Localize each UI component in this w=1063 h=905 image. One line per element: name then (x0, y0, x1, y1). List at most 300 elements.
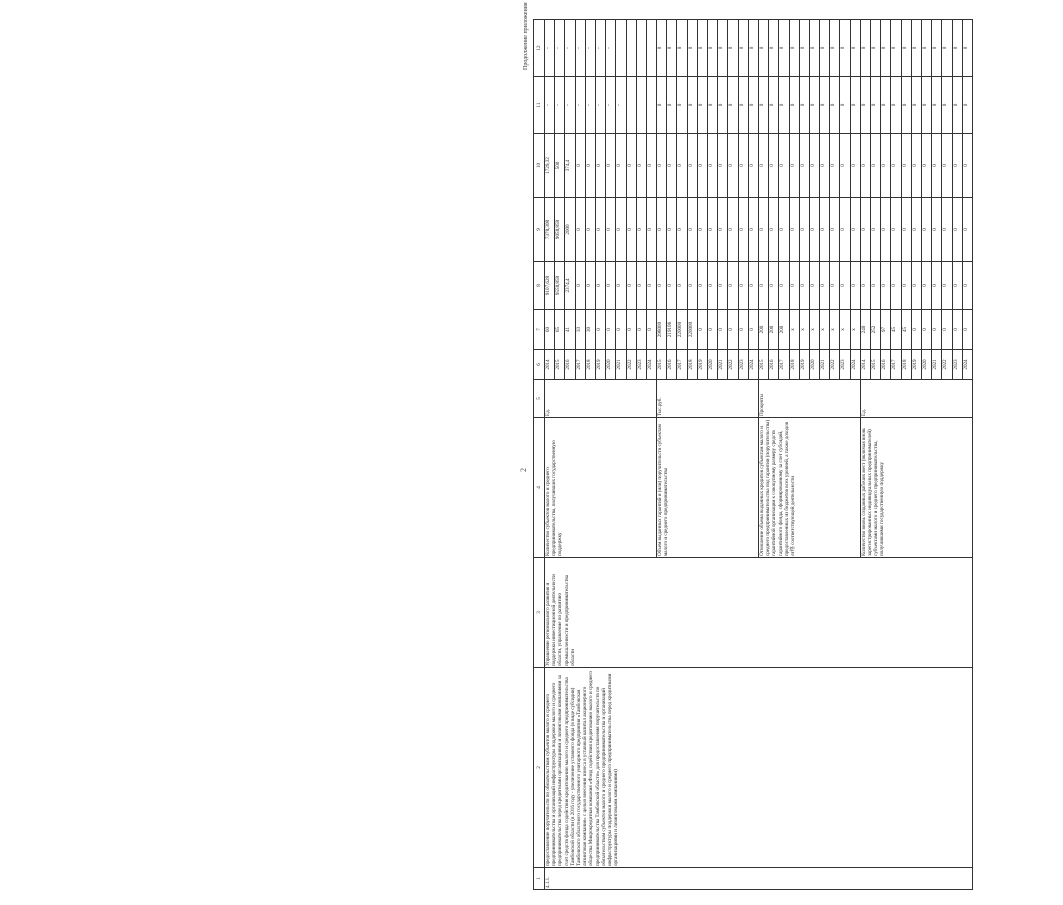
value-cell-9: 0 (809, 198, 819, 262)
value-cell-12: 0 (962, 20, 972, 77)
value-cell-9: 0 (769, 198, 779, 262)
value-cell-10: 0 (809, 134, 819, 198)
value-cell-8: 0 (962, 262, 972, 310)
value-cell-10: 0 (748, 134, 758, 198)
value-cell-10: 0 (942, 134, 952, 198)
year-cell: 2020 (606, 350, 616, 380)
value-cell-8: 0 (840, 262, 850, 310)
value-cell-10: 0 (911, 134, 921, 198)
value-cell-7: x (809, 310, 819, 350)
year-cell: 2023 (738, 350, 748, 380)
value-cell-8: 9558,858 (555, 262, 565, 310)
value-cell-8: 0 (585, 262, 595, 310)
value-cell-11 (636, 77, 646, 134)
value-cell-12: 0 (952, 20, 962, 77)
value-cell-8: 0 (911, 262, 921, 310)
measure-description: предоставление поручительств по обязательствам субъектов малого и среднего предпринимательства и организаций инфраструктуры поддержки малого и среднего предпринимательства перед кредитными организациями и лизинговыми компаниями за счет средств фонда содействия кредитованию малого и среднего предпринимательства Тамбовской области (в 2016 году - увеличение уставного фонда (в виде субсидии) Тамбовского областного государственного унитарного предприятия «Тамбовская лизинговая компания» с целью внесения взноса в уставный капитал акционерного общества Микрокредитная компания «Фонд содействия кредитованию малого и среднего предпринимательства Тамбовской области» для предоставления поручительств по обязательствам субъектов малого и среднего предпринимательства и организаций инфраструктуры поддержки малого и среднего предпринимательства перед кредитными организациями и лизинговыми компаниями) (545, 668, 973, 868)
value-cell-10: 374,4 (565, 134, 575, 198)
year-cell: 2019 (595, 350, 605, 380)
value-cell-10: 0 (738, 134, 748, 198)
value-cell-9: 0 (626, 198, 636, 262)
value-cell-9: 0 (881, 198, 891, 262)
value-cell-12: 0 (667, 20, 677, 77)
value-cell-9: 0 (616, 198, 626, 262)
value-cell-8: 0 (932, 262, 942, 310)
value-cell-12: - (545, 20, 555, 77)
year-cell: 2016 (881, 350, 891, 380)
value-cell-7: 0 (595, 310, 605, 350)
value-cell-8: 0 (687, 262, 697, 310)
value-cell-7: 0 (718, 310, 728, 350)
value-cell-11: 0 (901, 77, 911, 134)
indicator-unit: Тыс.руб. (657, 380, 759, 418)
column-header-7: 7 (534, 310, 545, 350)
value-cell-7: 0 (942, 310, 952, 350)
value-cell-11: - (616, 77, 626, 134)
value-cell-10: 0 (952, 134, 962, 198)
year-cell: 2023 (952, 350, 962, 380)
value-cell-9: 0 (657, 198, 667, 262)
value-cell-9: 0 (718, 198, 728, 262)
value-cell-11: 0 (911, 77, 921, 134)
value-cell-11: 0 (728, 77, 738, 134)
year-cell: 2016 (565, 350, 575, 380)
value-cell-10: 0 (758, 134, 768, 198)
value-cell-7: 0 (952, 310, 962, 350)
value-cell-7: 30 (585, 310, 595, 350)
value-cell-8: 0 (891, 262, 901, 310)
value-cell-9: 2000 (565, 198, 575, 262)
value-cell-11: 0 (840, 77, 850, 134)
value-cell-8: 9107,628 (545, 262, 555, 310)
value-cell-9: 0 (748, 198, 758, 262)
column-header-3: 3 (534, 558, 545, 668)
value-cell-11: 0 (718, 77, 728, 134)
year-cell: 2018 (789, 350, 799, 380)
value-cell-10: 0 (697, 134, 707, 198)
value-cell-11 (626, 77, 636, 134)
value-cell-9: 0 (932, 198, 942, 262)
value-cell-12: 0 (728, 20, 738, 77)
value-cell-7: x (799, 310, 809, 350)
value-cell-7: 252 (871, 310, 881, 350)
continuation-label: Продолжение приложения (523, 2, 529, 70)
value-cell-12: 0 (860, 20, 870, 77)
value-cell-8: 0 (799, 262, 809, 310)
value-cell-7: 41 (565, 310, 575, 350)
column-header-5: 5 (534, 380, 545, 418)
value-cell-9: 0 (962, 198, 972, 262)
value-cell-8: 0 (677, 262, 687, 310)
value-cell-8: 0 (697, 262, 707, 310)
value-cell-12: 0 (820, 20, 830, 77)
value-cell-9: 0 (830, 198, 840, 262)
value-cell-9: 0 (799, 198, 809, 262)
value-cell-11: - (585, 77, 595, 134)
value-cell-12: - (575, 20, 585, 77)
year-cell: 2021 (932, 350, 942, 380)
value-cell-12: - (565, 20, 575, 77)
year-cell: 2020 (809, 350, 819, 380)
value-cell-9: 0 (911, 198, 921, 262)
value-cell-9: 0 (860, 198, 870, 262)
value-cell-11: 0 (748, 77, 758, 134)
year-cell: 2018 (585, 350, 595, 380)
value-cell-7: 0 (626, 310, 636, 350)
value-cell-7: 45 (901, 310, 911, 350)
value-cell-7: 220000 (677, 310, 687, 350)
value-cell-12: 0 (942, 20, 952, 77)
indicator-name: Количество субъектов малого и среднего предпринимательства, получивших государственную поддержку (545, 418, 657, 558)
year-cell: 2015 (657, 350, 667, 380)
value-cell-8: 0 (860, 262, 870, 310)
value-cell-9: 0 (921, 198, 931, 262)
value-cell-8: 2374,4 (565, 262, 575, 310)
value-cell-10: 0 (718, 134, 728, 198)
value-cell-7: 0 (962, 310, 972, 350)
value-cell-10: 0 (636, 134, 646, 198)
value-cell-7: 0 (728, 310, 738, 350)
value-cell-11: - (595, 77, 605, 134)
value-cell-9: 0 (636, 198, 646, 262)
value-cell-11: - (555, 77, 565, 134)
value-cell-11: - (565, 77, 575, 134)
value-cell-12: 0 (687, 20, 697, 77)
value-cell-7: 0 (606, 310, 616, 350)
value-cell-11: 0 (962, 77, 972, 134)
value-cell-7: 219106 (667, 310, 677, 350)
year-cell: 2014 (545, 350, 555, 380)
indicator-name: Количество вновь созданных рабочих мест (включая вновь зарегистрированных индивидуальных предпринимателей) субъектами малого и среднего предпринимательства, получившими государственную поддержку (860, 418, 972, 558)
value-cell-11: - (575, 77, 585, 134)
value-cell-7: x (840, 310, 850, 350)
value-cell-8: 0 (595, 262, 605, 310)
value-cell-12: 0 (901, 20, 911, 77)
value-cell-11: 0 (891, 77, 901, 134)
value-cell-11: 0 (871, 77, 881, 134)
value-cell-12 (626, 20, 636, 77)
value-cell-8: 0 (769, 262, 779, 310)
value-cell-9: 0 (758, 198, 768, 262)
value-cell-7: 0 (932, 310, 942, 350)
value-cell-10: 0 (789, 134, 799, 198)
value-cell-11: 0 (738, 77, 748, 134)
value-cell-7: 298000 (657, 310, 667, 350)
value-cell-10: 0 (850, 134, 860, 198)
value-cell-9: 0 (952, 198, 962, 262)
column-header-9: 9 (534, 198, 545, 262)
year-cell: 2021 (616, 350, 626, 380)
value-cell-12: 0 (881, 20, 891, 77)
value-cell-7: x (789, 310, 799, 350)
value-cell-8: 0 (738, 262, 748, 310)
value-cell-12 (646, 20, 656, 77)
value-cell-7: 0 (646, 310, 656, 350)
value-cell-7: 0 (911, 310, 921, 350)
indicator-unit: Ед. (545, 380, 657, 418)
year-cell: 2022 (830, 350, 840, 380)
value-cell-9: 0 (585, 198, 595, 262)
value-cell-11: 0 (697, 77, 707, 134)
rotated-table-area (519, 2, 1063, 890)
value-cell-9: 0 (687, 198, 697, 262)
value-cell-10: 0 (779, 134, 789, 198)
value-cell-8: 0 (657, 262, 667, 310)
value-cell-9: 0 (646, 198, 656, 262)
value-cell-10: 0 (881, 134, 891, 198)
value-cell-10: 0 (901, 134, 911, 198)
value-cell-12: 0 (779, 20, 789, 77)
value-cell-7: 45 (891, 310, 901, 350)
value-cell-12: - (606, 20, 616, 77)
value-cell-7: 0 (738, 310, 748, 350)
value-cell-11: 0 (758, 77, 768, 134)
value-cell-8: 0 (881, 262, 891, 310)
value-cell-7: 0 (921, 310, 931, 350)
value-cell-8: 0 (575, 262, 585, 310)
value-cell-9: 0 (850, 198, 860, 262)
value-cell-11: 0 (952, 77, 962, 134)
value-cell-10: 0 (677, 134, 687, 198)
value-cell-8: 0 (850, 262, 860, 310)
value-cell-8: 0 (646, 262, 656, 310)
year-cell: 2024 (646, 350, 656, 380)
value-cell-7: 97 (881, 310, 891, 350)
value-cell-9: 0 (820, 198, 830, 262)
year-cell: 2018 (687, 350, 697, 380)
value-cell-10: 0 (799, 134, 809, 198)
value-cell-11: - (606, 77, 616, 134)
value-cell-8: 0 (789, 262, 799, 310)
year-cell: 2017 (575, 350, 585, 380)
value-cell-10: 0 (616, 134, 626, 198)
year-cell: 2015 (758, 350, 768, 380)
value-cell-9: 0 (575, 198, 585, 262)
value-cell-8: 0 (626, 262, 636, 310)
value-cell-11: 0 (708, 77, 718, 134)
value-cell-11: 0 (881, 77, 891, 134)
year-cell: 2016 (769, 350, 779, 380)
value-cell-12: 0 (769, 20, 779, 77)
value-cell-10: 0 (769, 134, 779, 198)
column-header-1: 1 (534, 868, 545, 890)
indicator-unit: Ед. (860, 380, 972, 418)
value-cell-11: 0 (921, 77, 931, 134)
value-cell-12: 0 (932, 20, 942, 77)
value-cell-7: 200 (779, 310, 789, 350)
year-cell: 2023 (840, 350, 850, 380)
value-cell-10: 0 (921, 134, 931, 198)
value-cell-8: 0 (901, 262, 911, 310)
year-cell: 2023 (636, 350, 646, 380)
value-cell-10: 0 (871, 134, 881, 198)
value-cell-7: 0 (697, 310, 707, 350)
value-cell-8: 0 (942, 262, 952, 310)
value-cell-12: - (555, 20, 565, 77)
value-cell-12: 0 (718, 20, 728, 77)
year-cell: 2020 (921, 350, 931, 380)
value-cell-11: 0 (769, 77, 779, 134)
value-cell-11: 0 (789, 77, 799, 134)
program-indicators-table (533, 19, 973, 890)
column-header-4: 4 (534, 418, 545, 558)
value-cell-8: 0 (830, 262, 840, 310)
value-cell-10: 0 (667, 134, 677, 198)
value-cell-10: 0 (932, 134, 942, 198)
value-cell-10: 1729,32 (545, 134, 555, 198)
column-header-10: 10 (534, 134, 545, 198)
year-cell: 2024 (850, 350, 860, 380)
value-cell-7: 220000 (687, 310, 697, 350)
value-cell-10: 0 (606, 134, 616, 198)
value-cell-10: 0 (585, 134, 595, 198)
value-cell-12: 0 (657, 20, 667, 77)
value-cell-10: 0 (657, 134, 667, 198)
year-cell: 2021 (718, 350, 728, 380)
value-cell-12: 0 (840, 20, 850, 77)
indicator-name: Отношение объема выданных кредитов субъектам малого и среднего предпринимательства под гарантии (поручительства) гарантийной организации к совокупному размеру средств гарантийного фонда, сформированному за счет субсидий, предоставленных из бюджетов всех уровней, а также доходов от格 соответствующей деятельности (758, 418, 860, 558)
value-cell-11: 0 (820, 77, 830, 134)
year-cell: 2019 (799, 350, 809, 380)
value-cell-9: 0 (697, 198, 707, 262)
value-cell-9: 0 (708, 198, 718, 262)
value-cell-12: 0 (871, 20, 881, 77)
value-cell-7: 60 (545, 310, 555, 350)
value-cell-7: 33 (575, 310, 585, 350)
value-cell-7: 0 (636, 310, 646, 350)
value-cell-12: 0 (697, 20, 707, 77)
value-cell-10: 0 (891, 134, 901, 198)
value-cell-12: 0 (758, 20, 768, 77)
value-cell-12: 0 (830, 20, 840, 77)
value-cell-12: 0 (891, 20, 901, 77)
column-header-2: 2 (534, 668, 545, 868)
value-cell-8: 0 (748, 262, 758, 310)
value-cell-9: 0 (728, 198, 738, 262)
value-cell-8: 0 (718, 262, 728, 310)
value-cell-12: 0 (911, 20, 921, 77)
indicator-name: Объем выданных гарантий и (или) поручительств субъектам малого и среднего предпринимательства (657, 418, 759, 558)
value-cell-11: 0 (657, 77, 667, 134)
value-cell-10: 0 (626, 134, 636, 198)
value-cell-11: 0 (850, 77, 860, 134)
value-cell-9: 0 (606, 198, 616, 262)
value-cell-7: 0 (708, 310, 718, 350)
page-number: 2 (519, 468, 528, 472)
table-row (545, 20, 555, 890)
year-cell: 2014 (860, 350, 870, 380)
value-cell-9: 0 (738, 198, 748, 262)
value-cell-10: 0 (820, 134, 830, 198)
value-cell-9: 0 (789, 198, 799, 262)
value-cell-12: 0 (677, 20, 687, 77)
value-cell-12 (616, 20, 626, 77)
value-cell-8: 0 (921, 262, 931, 310)
value-cell-8: 0 (758, 262, 768, 310)
value-cell-11: 0 (932, 77, 942, 134)
value-cell-8: 0 (728, 262, 738, 310)
value-cell-8: 0 (667, 262, 677, 310)
value-cell-9: 0 (891, 198, 901, 262)
value-cell-11: 0 (830, 77, 840, 134)
value-cell-10: 0 (595, 134, 605, 198)
year-cell: 2015 (871, 350, 881, 380)
value-cell-8: 0 (779, 262, 789, 310)
value-cell-10: 0 (840, 134, 850, 198)
year-cell: 2017 (779, 350, 789, 380)
value-cell-7: 65 (555, 310, 565, 350)
year-cell: 2017 (677, 350, 687, 380)
column-header-8: 8 (534, 262, 545, 310)
value-cell-7: 200 (769, 310, 779, 350)
value-cell-11: 0 (860, 77, 870, 134)
value-cell-9: 0 (779, 198, 789, 262)
year-cell: 2019 (697, 350, 707, 380)
year-cell: 2024 (962, 350, 972, 380)
value-cell-12: 0 (789, 20, 799, 77)
value-cell-12: - (585, 20, 595, 77)
year-cell: 2019 (911, 350, 921, 380)
value-cell-11: 0 (809, 77, 819, 134)
year-cell: 2022 (942, 350, 952, 380)
value-cell-7: 0 (616, 310, 626, 350)
value-cell-10: 0 (575, 134, 585, 198)
value-cell-12 (636, 20, 646, 77)
column-header-12: 12 (534, 20, 545, 77)
column-header-6: 6 (534, 350, 545, 380)
year-cell: 2017 (891, 350, 901, 380)
value-cell-8: 0 (809, 262, 819, 310)
value-cell-9: 0 (901, 198, 911, 262)
value-cell-11: - (545, 77, 555, 134)
value-cell-12: - (595, 20, 605, 77)
value-cell-9: 7378,308 (545, 198, 555, 262)
value-cell-10: 0 (860, 134, 870, 198)
value-cell-11: 0 (667, 77, 677, 134)
value-cell-8: 0 (636, 262, 646, 310)
value-cell-11: 0 (942, 77, 952, 134)
value-cell-12: 0 (738, 20, 748, 77)
value-cell-11: 0 (779, 77, 789, 134)
year-cell: 2018 (901, 350, 911, 380)
value-cell-8: 0 (820, 262, 830, 310)
year-cell: 2020 (708, 350, 718, 380)
value-cell-10: 0 (830, 134, 840, 198)
value-cell-7: 240 (860, 310, 870, 350)
value-cell-12: 0 (748, 20, 758, 77)
value-cell-8: 0 (606, 262, 616, 310)
value-cell-11: 0 (677, 77, 687, 134)
column-header-11: 11 (534, 77, 545, 134)
value-cell-12: 0 (799, 20, 809, 77)
value-cell-10: 0 (728, 134, 738, 198)
year-cell: 2015 (555, 350, 565, 380)
year-cell: 2022 (728, 350, 738, 380)
value-cell-10: 0 (687, 134, 697, 198)
column-number-row (534, 20, 545, 890)
value-cell-10: 0 (962, 134, 972, 198)
measure-executor: Управление регионального развития и поддержки инвестиционной деятельности области, управление по развитию промышленности и предпринимательства области (545, 558, 973, 668)
value-cell-9: 0 (840, 198, 850, 262)
value-cell-9: 0 (871, 198, 881, 262)
value-cell-8: 0 (616, 262, 626, 310)
value-cell-9: 0 (595, 198, 605, 262)
value-cell-10: 0 (708, 134, 718, 198)
value-cell-7: x (820, 310, 830, 350)
value-cell-7: x (850, 310, 860, 350)
value-cell-12: 0 (921, 20, 931, 77)
value-cell-10: 500 (555, 134, 565, 198)
